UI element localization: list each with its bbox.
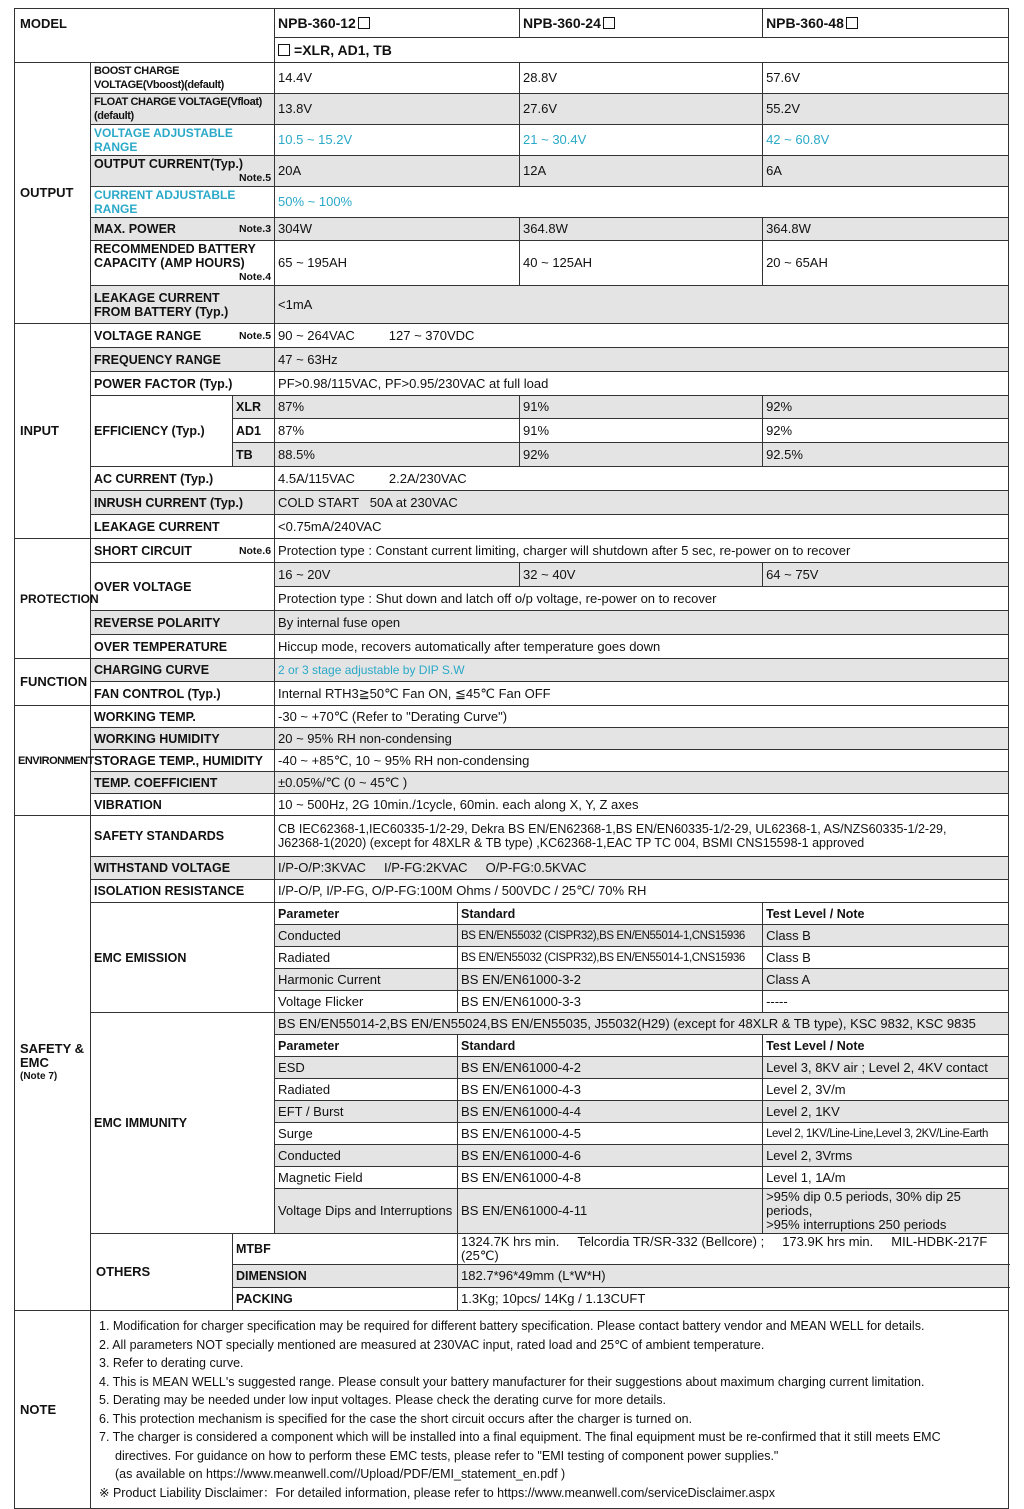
group-environment: ENVIRONMENT bbox=[15, 706, 91, 816]
ovp-48: 64 ~ 75V bbox=[763, 563, 1009, 587]
eff-12: 87% bbox=[275, 396, 520, 419]
checkbox-square-icon bbox=[846, 17, 858, 29]
vadj-48: 42 ~ 60.8V bbox=[763, 125, 1009, 156]
suffix-options: =XLR, AD1, TB bbox=[275, 38, 1009, 63]
note-item: 2. All parameters NOT specially mentioned are measured at 230VAC input, rated load and 25℃ of ambient temperature. bbox=[99, 1337, 765, 1352]
note-item: 6. This protection mechanism is specified for the case the short circuit occurs after the charger is turned on. bbox=[99, 1411, 693, 1426]
packing-label: PACKING bbox=[233, 1288, 458, 1311]
capacity-12: 65 ~ 195AH bbox=[275, 241, 520, 286]
over-voltage-value: Protection type : Shut down and latch off o/p voltage, re-power on to recover bbox=[275, 587, 1009, 611]
env-label: VIBRATION bbox=[91, 794, 275, 816]
fan-control-label: FAN CONTROL (Typ.) bbox=[91, 682, 275, 706]
eff-24: 92% bbox=[520, 443, 763, 467]
safety-standards-label: SAFETY STANDARDS bbox=[91, 816, 275, 857]
immunity-standard: BS EN/EN61000-4-8 bbox=[458, 1167, 763, 1189]
immunity-param: Voltage Dips and Interruptions bbox=[275, 1189, 458, 1234]
charging-curve-label: CHARGING CURVE bbox=[91, 659, 275, 682]
emission-standard: BS EN/EN61000-3-3 bbox=[458, 991, 763, 1013]
battery-capacity-label: RECOMMENDED BATTERY CAPACITY (AMP HOURS) Note.4 bbox=[91, 241, 275, 286]
note-item: 1. Modification for charger specification may be required for different battery specification. Please contact battery vendor and MEAN WELL for details. bbox=[99, 1319, 925, 1333]
emission-standard: BS EN/EN55032 (CISPR32),BS EN/EN55014-1,CNS15936 bbox=[458, 925, 763, 947]
note-item: 7. The charger is considered a component which will be installed into a final equipment. The final equipment must be re-confirmed that it still meets EMC bbox=[99, 1430, 941, 1444]
env-value: 20 ~ 95% RH non-condensing bbox=[275, 728, 1009, 750]
emission-param: Harmonic Current bbox=[275, 969, 458, 991]
immunity-param: ESD bbox=[275, 1057, 458, 1079]
mtbf-label: MTBF bbox=[233, 1234, 458, 1265]
isolation-value: I/P-O/P, I/P-FG, O/P-FG:100M Ohms / 500VDC / 25℃/ 70% RH bbox=[275, 880, 1009, 903]
iout-48: 6A bbox=[763, 156, 1009, 187]
power-24: 364.8W bbox=[520, 218, 763, 241]
float-12: 13.8V bbox=[275, 94, 520, 125]
efficiency-label: EFFICIENCY (Typ.) bbox=[91, 396, 233, 467]
ac-current-label: AC CURRENT (Typ.) bbox=[91, 467, 275, 491]
emc-immunity-label: EMC IMMUNITY bbox=[91, 1013, 275, 1234]
iout-24: 12A bbox=[520, 156, 763, 187]
ac-current-value: 4.5A/115VAC 2.2A/230VAC bbox=[275, 467, 1009, 491]
env-label: TEMP. COEFFICIENT bbox=[91, 772, 275, 794]
vadj-12: 10.5 ~ 15.2V bbox=[275, 125, 520, 156]
max-power-label: MAX. POWER Note.3 bbox=[91, 218, 275, 241]
env-label: WORKING TEMP. bbox=[91, 706, 275, 728]
emission-header: Standard bbox=[458, 903, 763, 925]
boost-12: 14.4V bbox=[275, 63, 520, 94]
disclaimer: ※ Product Liability Disclaimer：For detailed information, please refer to https://www.meanwell.com/serviceDisclaimer.aspx bbox=[99, 1485, 776, 1500]
model-label: MODEL bbox=[15, 9, 275, 63]
short-circuit-value: Protection type : Constant current limiting, charger will shutdown after 5 sec, re-power on to recover bbox=[275, 539, 1009, 563]
efficiency-type: AD1 bbox=[233, 419, 275, 443]
voltage-range-label: VOLTAGE RANGE Note.5 bbox=[91, 324, 275, 348]
reverse-polarity-label: REVERSE POLARITY bbox=[91, 611, 275, 635]
immunity-level: Level 2, 1KV/Line-Line,Level 3, 2KV/Line-Earth bbox=[763, 1123, 1009, 1145]
checkbox-square-icon bbox=[603, 17, 615, 29]
capacity-48: 20 ~ 65AH bbox=[763, 241, 1009, 286]
eff-12: 87% bbox=[275, 419, 520, 443]
emission-param: Conducted bbox=[275, 925, 458, 947]
float-voltage-label: FLOAT CHARGE VOLTAGE(Vfloat)(default) bbox=[91, 94, 275, 125]
current-adj-label: CURRENT ADJUSTABLE RANGE bbox=[91, 187, 275, 218]
immunity-summary: BS EN/EN55014-2,BS EN/EN55024,BS EN/EN55035, J55032(H29) (except for 48XLR & TB type), KSC 9832, KSC 9835 bbox=[275, 1013, 1009, 1035]
immunity-header: Standard bbox=[458, 1035, 763, 1057]
ovp-24: 32 ~ 40V bbox=[520, 563, 763, 587]
immunity-level: >95% dip 0.5 periods, 30% dip 25 periods, >95% interruptions 250 periods bbox=[763, 1189, 1009, 1234]
note-item: 3. Refer to derating curve. bbox=[99, 1356, 244, 1370]
eff-24: 91% bbox=[520, 396, 763, 419]
emc-emission-label: EMC EMISSION bbox=[91, 903, 275, 1013]
efficiency-type: TB bbox=[233, 443, 275, 467]
group-function: FUNCTION bbox=[15, 659, 91, 706]
over-temp-label: OVER TEMPERATURE bbox=[91, 635, 275, 659]
capacity-24: 40 ~ 125AH bbox=[520, 241, 763, 286]
env-label: STORAGE TEMP., HUMIDITY bbox=[91, 750, 275, 772]
emission-level: Class A bbox=[763, 969, 1009, 991]
env-value: ±0.05%/℃ (0 ~ 45℃ ) bbox=[275, 772, 1009, 794]
emission-header: Test Level / Note bbox=[763, 903, 1009, 925]
power-factor-label: POWER FACTOR (Typ.) bbox=[91, 372, 275, 396]
eff-24: 91% bbox=[520, 419, 763, 443]
note-item: 4. This is MEAN WELL's suggested range. Please consult your battery manufacturer for their suggestions about maximum charging current limitation. bbox=[99, 1374, 925, 1389]
immunity-param: EFT / Burst bbox=[275, 1101, 458, 1123]
group-others: OTHERS bbox=[91, 1234, 233, 1311]
immunity-standard: BS EN/EN61000-4-11 bbox=[458, 1189, 763, 1234]
immunity-level: Level 1, 1A/m bbox=[763, 1167, 1009, 1189]
group-safety-emc: SAFETY & EMC (Note 7) bbox=[15, 816, 91, 1311]
fan-control-value: Internal RTH3≧50℃ Fan ON, ≦45℃ Fan OFF bbox=[275, 682, 1009, 706]
immunity-standard: BS EN/EN61000-4-2 bbox=[458, 1057, 763, 1079]
group-input: INPUT bbox=[15, 324, 91, 539]
model-48: NPB-360-48 bbox=[763, 9, 1009, 38]
inrush-label: INRUSH CURRENT (Typ.) bbox=[91, 491, 275, 515]
dimension-label: DIMENSION bbox=[233, 1265, 458, 1288]
immunity-standard: BS EN/EN61000-4-3 bbox=[458, 1079, 763, 1101]
emission-level: Class B bbox=[763, 925, 1009, 947]
immunity-param: Radiated bbox=[275, 1079, 458, 1101]
short-circuit-label: SHORT CIRCUIT Note.6 bbox=[91, 539, 275, 563]
env-value: -40 ~ +85℃, 10 ~ 95% RH non-condensing bbox=[275, 750, 1009, 772]
iout-12: 20A bbox=[275, 156, 520, 187]
power-factor-value: PF>0.98/115VAC, PF>0.95/230VAC at full load bbox=[275, 372, 1009, 396]
checkbox-square-icon bbox=[358, 17, 370, 29]
voltage-range-value: 90 ~ 264VAC 127 ~ 370VDC bbox=[275, 324, 1009, 348]
packing-value: 1.3Kg; 10pcs/ 14Kg / 1.13CUFT bbox=[458, 1288, 1009, 1311]
note-item: directives. For guidance on how to perform these EMC tests, please refer to "EMI testing of component power supplies." bbox=[115, 1448, 779, 1463]
withstand-label: WITHSTAND VOLTAGE bbox=[91, 857, 275, 880]
env-value: 10 ~ 500Hz, 2G 10min./1cycle, 60min. each along X, Y, Z axes bbox=[275, 794, 1009, 816]
boost-24: 28.8V bbox=[520, 63, 763, 94]
eff-48: 92% bbox=[763, 419, 1009, 443]
immunity-header: Parameter bbox=[275, 1035, 458, 1057]
env-label: WORKING HUMIDITY bbox=[91, 728, 275, 750]
notes-list bbox=[91, 1311, 1009, 1509]
immunity-level: Level 2, 1KV bbox=[763, 1101, 1009, 1123]
battery-leakage-value: <1mA bbox=[275, 286, 1009, 324]
group-output: OUTPUT bbox=[15, 63, 91, 324]
immunity-param: Conducted bbox=[275, 1145, 458, 1167]
boost-48: 57.6V bbox=[763, 63, 1009, 94]
note-item: 5. Derating may be needed under low input voltages. Please check the derating curve for more details. bbox=[99, 1393, 666, 1407]
voltage-adj-label: VOLTAGE ADJUSTABLE RANGE bbox=[91, 125, 275, 156]
vadj-24: 21 ~ 30.4V bbox=[520, 125, 763, 156]
input-leakage-value: <0.75mA/240VAC bbox=[275, 515, 1009, 539]
group-protection: PROTECTION bbox=[15, 539, 91, 659]
immunity-header: Test Level / Note bbox=[763, 1035, 1009, 1057]
power-12: 304W bbox=[275, 218, 520, 241]
emission-standard: BS EN/EN61000-3-2 bbox=[458, 969, 763, 991]
charging-curve-value: 2 or 3 stage adjustable by DIP S.W bbox=[275, 659, 1009, 682]
immunity-level: Level 2, 3Vrms bbox=[763, 1145, 1009, 1167]
boost-voltage-label: BOOST CHARGE VOLTAGE(Vboost)(default) bbox=[91, 63, 275, 94]
battery-leakage-label: LEAKAGE CURRENT FROM BATTERY (Typ.) bbox=[91, 286, 275, 324]
immunity-standard: BS EN/EN61000-4-6 bbox=[458, 1145, 763, 1167]
group-note: NOTE bbox=[15, 1311, 91, 1509]
immunity-param: Surge bbox=[275, 1123, 458, 1145]
efficiency-type: XLR bbox=[233, 396, 275, 419]
isolation-label: ISOLATION RESISTANCE bbox=[91, 880, 275, 903]
env-value: -30 ~ +70℃ (Refer to "Derating Curve") bbox=[275, 706, 1009, 728]
input-leakage-label: LEAKAGE CURRENT bbox=[91, 515, 275, 539]
reverse-polarity-value: By internal fuse open bbox=[275, 611, 1009, 635]
checkbox-square-icon bbox=[278, 44, 290, 56]
eff-12: 88.5% bbox=[275, 443, 520, 467]
emission-standard: BS EN/EN55032 (CISPR32),BS EN/EN55014-1,CNS15936 bbox=[458, 947, 763, 969]
output-current-label: OUTPUT CURRENT(Typ.) Note.5 bbox=[91, 156, 275, 187]
immunity-standard: BS EN/EN61000-4-4 bbox=[458, 1101, 763, 1123]
over-voltage-label: OVER VOLTAGE bbox=[91, 563, 275, 611]
emission-param: Voltage Flicker bbox=[275, 991, 458, 1013]
current-adj-value: 50% ~ 100% bbox=[275, 187, 1009, 218]
inrush-value: COLD START 50A at 230VAC bbox=[275, 491, 1009, 515]
ovp-12: 16 ~ 20V bbox=[275, 563, 520, 587]
model-24: NPB-360-24 bbox=[520, 9, 763, 38]
float-48: 55.2V bbox=[763, 94, 1009, 125]
emission-level: Class B bbox=[763, 947, 1009, 969]
immunity-level: Level 2, 3V/m bbox=[763, 1079, 1009, 1101]
model-12: NPB-360-12 bbox=[275, 9, 520, 38]
mtbf-value: 1324.7K hrs min. Telcordia TR/SR-332 (Bellcore) ; 173.9K hrs min. MIL-HDBK-217F (25℃) bbox=[458, 1234, 1009, 1265]
emission-param: Radiated bbox=[275, 947, 458, 969]
over-temp-value: Hiccup mode, recovers automatically after temperature goes down bbox=[275, 635, 1009, 659]
power-48: 364.8W bbox=[763, 218, 1009, 241]
immunity-level: Level 3, 8KV air ; Level 2, 4KV contact bbox=[763, 1057, 1009, 1079]
eff-48: 92.5% bbox=[763, 443, 1009, 467]
float-24: 27.6V bbox=[520, 94, 763, 125]
immunity-param: Magnetic Field bbox=[275, 1167, 458, 1189]
emission-header: Parameter bbox=[275, 903, 458, 925]
dimension-value: 182.7*96*49mm (L*W*H) bbox=[458, 1265, 1009, 1288]
frequency-value: 47 ~ 63Hz bbox=[275, 348, 1009, 372]
eff-48: 92% bbox=[763, 396, 1009, 419]
safety-standards-value: CB IEC62368-1,IEC60335-1/2-29, Dekra BS EN/EN62368-1,BS EN/EN60335-1/2-29, UL62368-1, AS/NZS60335-1/2-29, J62368-1(2020) (except for 48XLR & TB type) ,KC62368-1,EAC TP TC 004, BSMI CNS15598-1 approved bbox=[275, 816, 1009, 857]
frequency-label: FREQUENCY RANGE bbox=[91, 348, 275, 372]
emission-level: ----- bbox=[763, 991, 1009, 1013]
immunity-standard: BS EN/EN61000-4-5 bbox=[458, 1123, 763, 1145]
spec-table bbox=[14, 8, 1009, 1509]
spec-sheet bbox=[14, 8, 1008, 1509]
withstand-value: I/P-O/P:3KVAC I/P-FG:2KVAC O/P-FG:0.5KVAC bbox=[275, 857, 1009, 880]
note-item: (as available on https://www.meanwell.com//Upload/PDF/EMI_statement_en.pdf ) bbox=[115, 1467, 566, 1481]
